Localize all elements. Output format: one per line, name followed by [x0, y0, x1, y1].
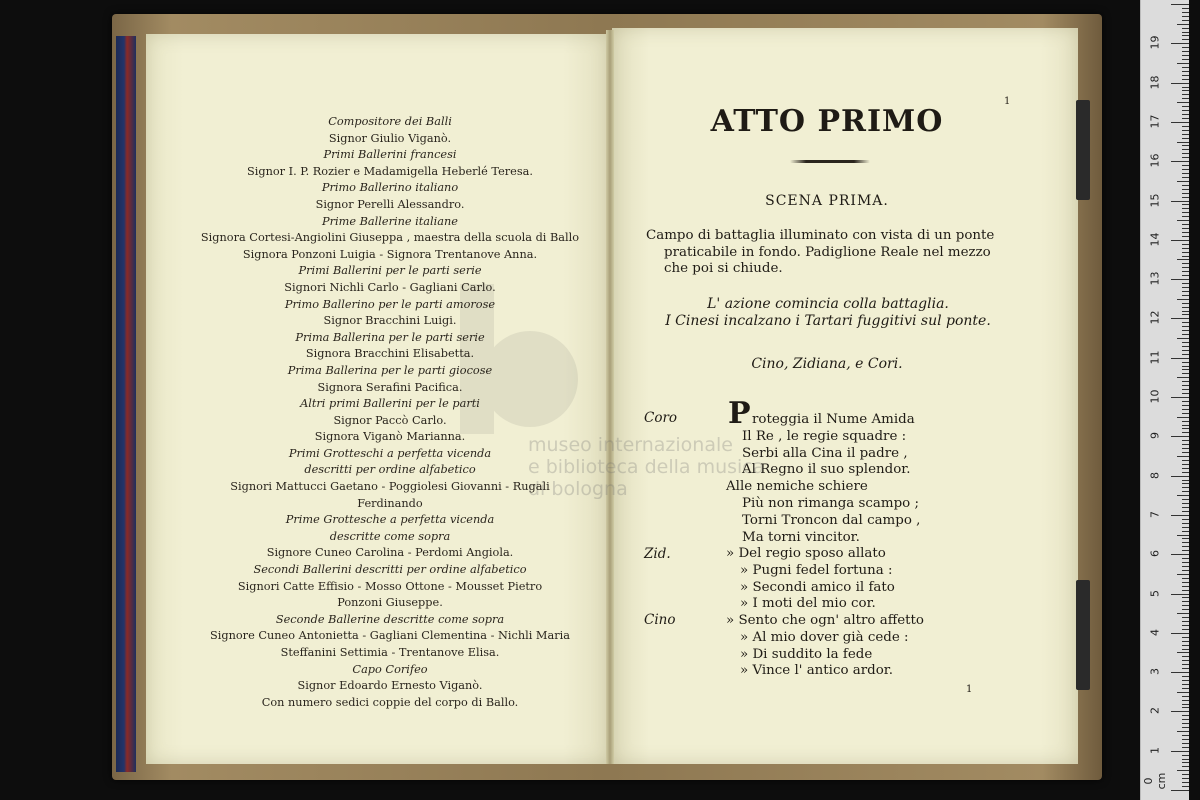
ruler-tick	[1182, 114, 1189, 115]
ruler-tick	[1182, 700, 1189, 701]
ruler-tick	[1182, 755, 1189, 756]
ruler-tick	[1182, 527, 1189, 528]
ruler-tick	[1182, 621, 1189, 622]
ruler-tick	[1171, 476, 1189, 477]
speaker-coro: Coro	[644, 410, 678, 426]
ruler-number: 8	[1148, 471, 1162, 479]
page-gutter	[606, 30, 614, 764]
action-line: L' azione comincia colla battaglia.	[707, 296, 949, 312]
ruler-tick	[1177, 259, 1189, 260]
ruler-tick	[1182, 762, 1189, 763]
ruler-tick	[1182, 314, 1189, 315]
ruler-tick	[1182, 684, 1189, 685]
credit-name: Signore Cuneo Carolina - Perdomi Angiola.	[266, 546, 514, 560]
verse-line: » I moti del mio cor.	[740, 596, 876, 612]
credit-name: Signora Bracchini Elisabetta.	[305, 347, 475, 361]
drop-cap: P	[728, 396, 751, 431]
ruler-tick	[1182, 208, 1189, 209]
ruler-tick	[1182, 287, 1189, 288]
ruler-tick	[1177, 299, 1189, 300]
ruler-tick	[1182, 421, 1189, 422]
ruler-tick	[1171, 201, 1189, 202]
ruler-tick	[1182, 197, 1189, 198]
ruler-tick	[1182, 362, 1189, 363]
ruler-tick	[1182, 342, 1189, 343]
credit-name: Steffanini Settimia - Trentanove Elisa.	[280, 646, 500, 659]
ruler-tick	[1182, 719, 1189, 720]
credit-role: Secondi Ballerini descritti per ordine alfabetico	[253, 563, 527, 577]
ruler-tick	[1182, 735, 1189, 736]
ruler-tick	[1182, 153, 1189, 154]
ruler-tick	[1182, 373, 1189, 374]
ruler-tick	[1171, 711, 1189, 712]
ruler-tick	[1182, 20, 1189, 21]
verse-line: » Del regio sposo allato	[726, 546, 886, 561]
ruler-tick	[1182, 8, 1189, 9]
ruler-tick	[1182, 586, 1189, 587]
ruler-tick	[1182, 428, 1189, 429]
ruler-tick	[1182, 149, 1189, 150]
speaker-zid: Zid.	[644, 546, 671, 562]
ruler-tick	[1182, 311, 1189, 312]
ruler-tick	[1182, 106, 1189, 107]
characters-list: Cino, Zidiana, e Cori.	[751, 356, 903, 372]
ruler-tick	[1182, 472, 1189, 473]
ruler-tick	[1182, 87, 1189, 88]
ruler-tick	[1177, 417, 1189, 418]
ruler-tick	[1182, 118, 1189, 119]
ruler-number: 10	[1148, 389, 1162, 404]
ruler-tick	[1182, 138, 1189, 139]
ruler-tick	[1182, 134, 1189, 135]
verse-line: Il Re , le regie squadre :	[742, 428, 907, 444]
ruler-tick	[1182, 334, 1189, 335]
ballet-credits	[200, 114, 580, 711]
ruler-tick	[1182, 283, 1189, 284]
verse-line: » Di suddito la fede	[740, 646, 873, 662]
credit-name: Signor Perelli Alessandro.	[315, 197, 465, 211]
ruler-tick	[1182, 244, 1189, 245]
ruler-tick	[1182, 542, 1189, 543]
ruler-tick	[1182, 271, 1189, 272]
ruler-tick	[1182, 617, 1189, 618]
ruler-tick	[1177, 63, 1189, 64]
verse-line: roteggia il Nume Amida	[752, 412, 915, 427]
ruler-tick	[1182, 307, 1189, 308]
ruler-tick	[1182, 369, 1189, 370]
verse-line: » Al mio dover già cede :	[740, 629, 909, 645]
credit-role: Primi Grotteschi a perfetta vicenda	[288, 446, 492, 460]
ruler-tick	[1182, 743, 1189, 744]
ruler-tick	[1182, 468, 1189, 469]
scene-description	[646, 228, 1012, 278]
ruler-tick	[1182, 381, 1189, 382]
ruler-tick	[1182, 409, 1189, 410]
ruler-tick	[1182, 688, 1189, 689]
ruler-tick	[1182, 405, 1189, 406]
ruler-tick	[1182, 503, 1189, 504]
ruler-tick	[1182, 680, 1189, 681]
ruler-tick	[1182, 582, 1189, 583]
credit-name: Signora Ponzoni Luigia - Signora Trentanove Anna.	[242, 247, 538, 261]
ruler-tick	[1177, 142, 1189, 143]
watermark-line: museo internazionale	[528, 434, 733, 456]
ruler-tick	[1182, 248, 1189, 249]
credit-role: Primi Ballerini per le parti serie	[298, 264, 482, 278]
ruler-tick	[1171, 161, 1189, 162]
ruler-tick	[1182, 578, 1189, 579]
verse-line: » Vince l' antico ardor.	[740, 663, 893, 679]
ruler-tick	[1171, 751, 1189, 752]
ruler-tick	[1182, 464, 1189, 465]
ruler-tick	[1182, 696, 1189, 697]
ruler-tick	[1182, 94, 1189, 95]
credit-name: Con numero sedici coppie del corpo di Ballo.	[261, 695, 519, 709]
credit-role: Capo Corifeo	[352, 662, 428, 676]
ruler-tick	[1182, 393, 1189, 394]
ruler-tick	[1182, 448, 1189, 449]
ruler-tick	[1182, 204, 1189, 205]
ruler-tick	[1182, 232, 1189, 233]
credit-name: Signora Serafini Pacifica.	[317, 380, 463, 394]
verse-line: Alle nemiche schiere	[726, 479, 868, 495]
ruler-tick	[1182, 597, 1189, 598]
ruler-tick	[1182, 774, 1189, 775]
ruler-tick	[1182, 538, 1189, 539]
ruler-tick	[1182, 256, 1189, 257]
ruler-tick	[1182, 759, 1189, 760]
ruler-tick	[1182, 263, 1189, 264]
ruler-tick	[1182, 157, 1189, 158]
ruler-tick	[1182, 649, 1189, 650]
ruler-tick	[1182, 228, 1189, 229]
ruler-tick	[1182, 609, 1189, 610]
credit-name: Signor Giulio Viganò.	[328, 131, 452, 145]
action-line: I Cinesi incalzano i Tartari fuggitivi sul ponte.	[665, 313, 991, 329]
ruler-tick	[1182, 145, 1189, 146]
ruler-tick	[1171, 4, 1189, 5]
ruler-tick	[1182, 303, 1189, 304]
ruler-tick	[1182, 389, 1189, 390]
ruler-tick	[1182, 224, 1189, 225]
act-title: ATTO PRIMO	[710, 104, 944, 139]
ruler-tick	[1182, 267, 1189, 268]
ruler-number: 4	[1148, 628, 1162, 636]
credit-role: Altri primi Ballerini per le parti	[300, 397, 480, 411]
verse-line: » Secondi amico il fato	[740, 579, 895, 595]
ruler-tick	[1182, 511, 1189, 512]
page-number: 1	[1004, 96, 1011, 107]
ruler-tick	[1182, 346, 1189, 347]
ruler-tick	[1182, 212, 1189, 213]
ruler-tick	[1182, 523, 1189, 524]
verse-line: » Pugni fedel fortuna :	[740, 562, 893, 578]
scene-title: SCENA PRIMA.	[765, 193, 889, 209]
ruler-tick	[1182, 570, 1189, 571]
ruler-tick	[1177, 102, 1189, 103]
ruler-tick	[1182, 558, 1189, 559]
ruler-tick	[1182, 432, 1189, 433]
ruler-tick	[1171, 594, 1189, 595]
ruler-tick	[1182, 401, 1189, 402]
ruler-tick	[1171, 672, 1189, 673]
credit-name: Signori Mattucci Gaetano - Poggiolesi Giovanni - Rugali Ferdinando	[230, 480, 550, 510]
ruler-tick	[1182, 660, 1189, 661]
ruler-tick	[1182, 727, 1189, 728]
ruler-tick	[1182, 185, 1189, 186]
ruler-tick	[1182, 59, 1189, 60]
ruler-tick	[1182, 723, 1189, 724]
ruler-tick	[1182, 786, 1189, 787]
ruler-tick	[1182, 252, 1189, 253]
ruler-tick	[1182, 35, 1189, 36]
measuring-ruler	[1140, 0, 1189, 800]
ruler-tick	[1182, 79, 1189, 80]
credit-role: Prime Ballerine italiane	[322, 214, 458, 228]
ruler-tick	[1182, 519, 1189, 520]
ruler-tick	[1182, 90, 1189, 91]
ruler-tick	[1182, 67, 1189, 68]
ruler-number: 12	[1148, 310, 1162, 325]
ruler-tick	[1182, 491, 1189, 492]
ruler-tick	[1182, 385, 1189, 386]
ruler-number: 14	[1148, 232, 1162, 247]
credit-role: descritti per ordine alfabetico	[304, 463, 476, 477]
watermark-line: e biblioteca della musica	[528, 456, 765, 478]
ruler-tick	[1177, 692, 1189, 693]
ruler-tick	[1182, 55, 1189, 56]
ruler-tick	[1182, 126, 1189, 127]
ruler-tick	[1182, 590, 1189, 591]
stage-action	[640, 296, 1016, 330]
ruler-tick	[1182, 295, 1189, 296]
ruler-number: 17	[1148, 114, 1162, 129]
ruler-tick	[1182, 165, 1189, 166]
credit-name: Signore Cuneo Antonietta - Gagliani Clementina - Nichli Maria	[210, 629, 570, 643]
ruler-number: 7	[1148, 510, 1162, 518]
description-line: Campo di battaglia illuminato con vista di un ponte	[646, 228, 995, 243]
ruler-tick	[1182, 452, 1189, 453]
ruler-tick	[1182, 366, 1189, 367]
ruler-tick	[1182, 546, 1189, 547]
credit-role: Seconde Ballerine descritte come sopra	[275, 612, 505, 626]
ruler-tick	[1182, 562, 1189, 563]
ruler-number: 6	[1148, 550, 1162, 558]
watermark-line: di bologna	[528, 478, 628, 500]
ruler-tick	[1182, 12, 1189, 13]
ruler-tick	[1182, 130, 1189, 131]
verse-line: Serbi alla Cina il padre ,	[742, 445, 908, 461]
ruler-tick	[1182, 601, 1189, 602]
ruler-number: 19	[1148, 35, 1162, 50]
ruler-tick	[1182, 499, 1189, 500]
ruler-tick	[1177, 456, 1189, 457]
ruler-tick	[1182, 71, 1189, 72]
ruler-tick	[1171, 397, 1189, 398]
ruler-tick	[1182, 676, 1189, 677]
ruler-tick	[1171, 515, 1189, 516]
ruler-tick	[1182, 169, 1189, 170]
description-line: che poi si chiude.	[664, 261, 783, 276]
ruler-number: 3	[1148, 668, 1162, 676]
cover-clasp-bottom	[1076, 580, 1090, 690]
ruler-tick	[1182, 507, 1189, 508]
ruler-tick	[1182, 177, 1189, 178]
credit-name: Signori Nichli Carlo - Gagliani Carlo.	[284, 280, 496, 294]
credit-role: Primo Ballerino per le parti amorose	[284, 297, 496, 311]
credit-role: Prima Ballerina per le parti serie	[295, 330, 485, 344]
ruler-number: 16	[1148, 153, 1162, 168]
ruler-tick	[1182, 641, 1189, 642]
ruler-tick	[1177, 770, 1189, 771]
credit-name: Signora Cortesi-Angiolini Giuseppa , maestra della scuola di Ballo	[200, 231, 580, 245]
credit-role: Primi Ballerini francesi	[323, 148, 457, 162]
ruler-tick	[1171, 279, 1189, 280]
ruler-number: 1	[1148, 746, 1162, 754]
ruler-tick	[1171, 358, 1189, 359]
ruler-tick	[1182, 444, 1189, 445]
ruler-tick	[1182, 778, 1189, 779]
catchword: 1	[966, 684, 973, 695]
ruler-tick	[1182, 605, 1189, 606]
ruler-tick	[1182, 51, 1189, 52]
ruler-tick	[1182, 275, 1189, 276]
ruler-tick	[1177, 338, 1189, 339]
ruler-tick	[1171, 790, 1189, 791]
credit-name: Signor Bracchini Luigi.	[323, 314, 457, 328]
ruler-tick	[1182, 704, 1189, 705]
ruler-unit: 0 cm	[1142, 772, 1168, 790]
credit-role: Prima Ballerina per le parti giocose	[287, 363, 493, 377]
ruler-tick	[1182, 39, 1189, 40]
ruler-tick	[1177, 24, 1189, 25]
ruler-tick	[1182, 664, 1189, 665]
ruler-tick	[1182, 460, 1189, 461]
ruler-tick	[1182, 413, 1189, 414]
credit-role: descritte come sopra	[329, 529, 451, 543]
ruler-tick	[1182, 715, 1189, 716]
description-line: praticabile in fondo. Padiglione Reale nel mezzo	[664, 244, 991, 260]
ruler-tick	[1182, 531, 1189, 532]
ruler-tick	[1171, 240, 1189, 241]
ruler-tick	[1171, 633, 1189, 634]
ruler-tick	[1182, 291, 1189, 292]
ruler-tick	[1182, 354, 1189, 355]
ruler-tick	[1182, 487, 1189, 488]
ruler-number: 9	[1148, 432, 1162, 440]
ruler-tick	[1182, 747, 1189, 748]
ruler-tick	[1182, 75, 1189, 76]
ruler-tick	[1182, 425, 1189, 426]
ruler-tick	[1171, 436, 1189, 437]
ruler-tick	[1182, 47, 1189, 48]
verse-line: Ma torni vincitor.	[742, 529, 860, 545]
ruler-tick	[1182, 766, 1189, 767]
ruler-tick	[1177, 574, 1189, 575]
ruler-tick	[1171, 83, 1189, 84]
ruler-tick	[1177, 377, 1189, 378]
ruler-tick	[1182, 110, 1189, 111]
ruler-tick	[1182, 625, 1189, 626]
credit-name: Signora Viganò Marianna.	[314, 430, 466, 444]
spine-binding	[116, 36, 136, 772]
ruler-tick	[1182, 645, 1189, 646]
ruler-tick	[1177, 495, 1189, 496]
ruler-tick	[1182, 16, 1189, 17]
ruler-tick	[1177, 731, 1189, 732]
ruler-tick	[1182, 236, 1189, 237]
ruler-tick	[1171, 122, 1189, 123]
credit-name: Signori Catte Effisio - Mosso Ottone - Mousset Pietro	[237, 579, 543, 593]
cover-clasp-top	[1076, 100, 1090, 200]
ruler-tick	[1177, 613, 1189, 614]
credit-role: Prime Grottesche a perfetta vicenda	[285, 513, 495, 527]
ruler-tick	[1182, 707, 1189, 708]
ruler-tick	[1171, 318, 1189, 319]
credit-role: Compositore dei Balli	[328, 115, 452, 128]
ruler-tick	[1182, 350, 1189, 351]
ruler-tick	[1182, 656, 1189, 657]
verse-line: Più non rimanga scampo ;	[742, 496, 919, 511]
credit-name: Ponzoni Giuseppe.	[337, 596, 443, 610]
credit-name: Signor Edoardo Ernesto Viganò.	[297, 679, 483, 693]
ruler-tick	[1182, 440, 1189, 441]
ruler-tick	[1182, 739, 1189, 740]
ruler-tick	[1182, 322, 1189, 323]
ruler-tick	[1182, 216, 1189, 217]
ruler-tick	[1182, 32, 1189, 33]
ruler-tick	[1182, 782, 1189, 783]
ruler-tick	[1182, 480, 1189, 481]
ruler-tick	[1177, 535, 1189, 536]
ruler-tick	[1182, 193, 1189, 194]
verse-line: Torni Troncon dal campo ,	[742, 512, 921, 528]
ruler-tick	[1182, 668, 1189, 669]
ruler-number: 5	[1148, 589, 1162, 597]
ruler-tick	[1171, 43, 1189, 44]
ruler-number: 15	[1148, 193, 1162, 207]
ruler-number: 13	[1148, 271, 1162, 286]
ruler-tick	[1182, 330, 1189, 331]
ruler-tick	[1182, 566, 1189, 567]
credit-name: Signor Paccò Carlo.	[333, 413, 447, 427]
ruler-tick	[1177, 181, 1189, 182]
ruler-tick	[1182, 550, 1189, 551]
ruler-number: 18	[1148, 75, 1162, 90]
decorative-rule	[790, 160, 870, 163]
ruler-number: 2	[1148, 707, 1162, 715]
ruler-tick	[1182, 483, 1189, 484]
credit-role: Primo Ballerino italiano	[321, 181, 459, 195]
ruler-tick	[1177, 220, 1189, 221]
ruler-tick	[1182, 98, 1189, 99]
verse-line: » Sento che ogn' altro affetto	[726, 613, 924, 628]
ruler-tick	[1171, 554, 1189, 555]
credit-name: Signor I. P. Rozier e Madamigella Heberlé Teresa.	[247, 164, 533, 178]
ruler-tick	[1177, 652, 1189, 653]
ruler-tick	[1182, 189, 1189, 190]
speaker-cino: Cino	[644, 612, 676, 628]
ruler-tick	[1182, 637, 1189, 638]
ruler-tick	[1182, 28, 1189, 29]
ruler-tick	[1182, 173, 1189, 174]
ruler-tick	[1182, 629, 1189, 630]
ruler-tick	[1182, 326, 1189, 327]
ruler-number: 11	[1148, 350, 1162, 365]
verse-line: Al Regno il suo splendor.	[742, 462, 911, 478]
